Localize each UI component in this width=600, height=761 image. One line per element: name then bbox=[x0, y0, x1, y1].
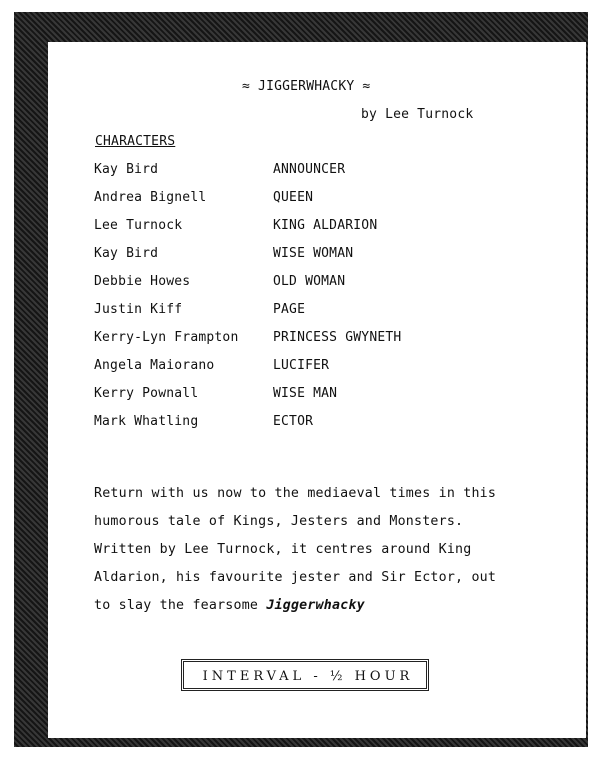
interval-text: INTERVAL - ½ HOUR bbox=[202, 669, 414, 684]
synopsis-line: to slay the fearsome bbox=[94, 598, 259, 613]
synopsis-line: humorous tale of Kings, Jesters and Monsters. bbox=[94, 514, 464, 529]
synopsis-line: Written by Lee Turnock, it centres around King bbox=[94, 542, 472, 557]
cast-actor: Andrea Bignell bbox=[94, 190, 207, 205]
cast-actor: Angela Maiorano bbox=[94, 358, 215, 373]
cast-actor: Kerry Pownall bbox=[94, 386, 199, 401]
cast-role: OLD WOMAN bbox=[273, 274, 346, 289]
cast-actor: Kerry-Lyn Frampton bbox=[94, 330, 239, 345]
cast-role: ANNOUNCER bbox=[273, 162, 346, 177]
cast-role: LUCIFER bbox=[273, 358, 330, 373]
cast-role: KING ALDARION bbox=[273, 218, 378, 233]
cast-role: ECTOR bbox=[273, 414, 314, 429]
author-byline: by Lee Turnock bbox=[361, 107, 474, 122]
synopsis-line: Aldarion, his favourite jester and Sir Ector, out bbox=[94, 570, 497, 585]
synopsis-last-line bbox=[94, 598, 365, 613]
characters-heading: CHARACTERS bbox=[95, 134, 176, 149]
cast-actor: Lee Turnock bbox=[94, 218, 183, 233]
interval-notice bbox=[181, 659, 429, 691]
cast-role: WISE MAN bbox=[273, 386, 338, 401]
cast-role: QUEEN bbox=[273, 190, 314, 205]
cast-actor: Kay Bird bbox=[94, 246, 159, 261]
cast-actor: Justin Kiff bbox=[94, 302, 183, 317]
page-border bbox=[14, 12, 588, 747]
synopsis-emphasis: Jiggerwhacky bbox=[266, 598, 365, 613]
cast-actor: Debbie Howes bbox=[94, 274, 191, 289]
cast-actor: Mark Whatling bbox=[94, 414, 199, 429]
cast-role: PRINCESS GWYNETH bbox=[273, 330, 402, 345]
synopsis-line: Return with us now to the mediaeval times in this bbox=[94, 486, 497, 501]
cast-role: PAGE bbox=[273, 302, 306, 317]
cast-role: WISE WOMAN bbox=[273, 246, 354, 261]
play-title: ≈ JIGGERWHACKY ≈ bbox=[242, 79, 371, 94]
cast-actor: Kay Bird bbox=[94, 162, 159, 177]
